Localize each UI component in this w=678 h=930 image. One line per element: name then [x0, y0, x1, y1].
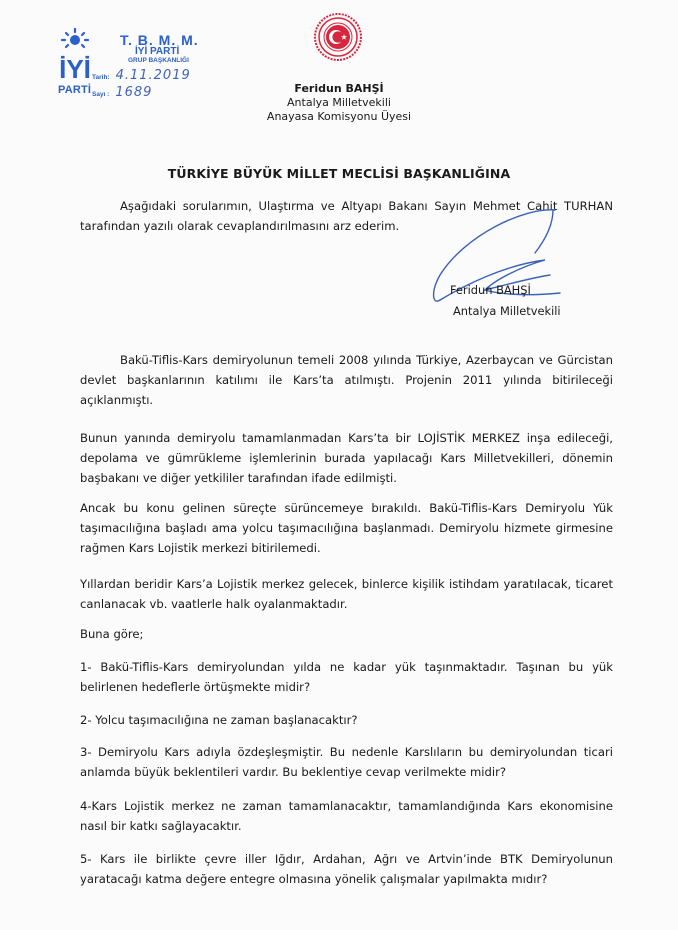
question-3: 3- Demiryolu Kars adıyla özdeşleşmiştir. Bu nedenle Karslıların bu demiryolundan ticari anlamda büyük beklentileri vardır. Bu beklentiye cevap verilmekte midir? — [80, 745, 613, 779]
stamp-number-value: 1689 — [115, 85, 153, 100]
author-block — [230, 82, 448, 124]
document-title: TÜRKİYE BÜYÜK MİLLET MECLİSİ BAŞKANLIĞINA — [167, 166, 511, 181]
author-name: Feridun BAHŞİ — [294, 82, 384, 95]
author-committee: Anayasa Komisyonu Üyesi — [266, 110, 412, 123]
stamp-date-row — [92, 68, 191, 83]
stamp-party-name: İYİ PARTİ — [135, 46, 180, 57]
question-5: 5- Kars ile birlikte çevre iller Iğdır, Ardahan, Ağrı ve Artvin’inde BTK Demiryolunun yaratacağı katma değere entegre olmasına yönelik çalışmalar yapılmakta mıdır? — [80, 852, 613, 886]
stamp-number-label: Sayı : — [92, 91, 110, 98]
iyi-party-sun-logo-icon — [56, 28, 96, 88]
stamp-tbmm: T. B. M. M. — [120, 32, 199, 48]
body-paragraph-1: Bakü-Tiflis-Kars demiryolunun temeli 2008 yılında Türkiye, Azerbaycan ve Gürcistan devlet başkanlarının katılımı ile Kars’ta atılmıştı. Projenin 2011 yılında bitirileceği açıklanmıştı. — [80, 353, 613, 407]
stamp-group: GRUP BAŞKANLIĞI — [128, 57, 189, 64]
question-4: 4-Kars Lojistik merkez ne zaman tamamlanacaktır, tamamlandığında Kars ekonomisine nasıl bir katkı sağlayacaktır. — [80, 799, 613, 833]
body-paragraph-5: Buna göre; — [80, 627, 144, 641]
intro-paragraph: Aşağıdaki sorularımın, Ulaştırma ve Altyapı Bakanı Sayın Mehmet Cahit TURHAN tarafından yazılı olarak cevaplandırılmasını arz ederim. — [80, 199, 613, 233]
stamp-number-row — [92, 85, 152, 100]
signature-scribble-icon — [425, 205, 575, 315]
stamp-date-value: 4.11.2019 — [115, 68, 191, 83]
body-paragraph-3: Ancak bu konu gelinen süreçte sürüncemeye bırakıldı. Bakü-Tiflis-Kars Demiryolu Yük taşımacılığına başladı ama yolcu taşımacılığına başlanmadı. Demiryolu hizmete girmesine rağmen Kars Lojistik merkezi bitirilemedi. — [80, 501, 613, 555]
tbmm-emblem-icon — [313, 12, 363, 62]
signature-title: Antalya Milletvekili — [453, 304, 561, 318]
signature-name: Feridun BAHŞİ — [450, 283, 531, 297]
party-label: PARTİ — [58, 84, 92, 96]
question-1: 1- Bakü-Tiflis-Kars demiryolundan yılda ne kadar yük taşınmaktadır. Taşınan bu yük belirlenen hedeflerle örtüşmekte midir? — [80, 660, 613, 694]
party-stamp — [56, 28, 246, 108]
author-role: Antalya Milletvekili — [287, 96, 391, 109]
svg-text:İYİ: İYİ — [59, 54, 91, 84]
stamp-date-label: Tarih: — [92, 74, 110, 81]
body-paragraph-2: Bunun yanında demiryolu tamamlanmadan Kars’ta bir LOJİSTİK MERKEZ inşa edileceği, depolama ve gümrükleme işlemlerinin burada yapılacağı Kars Milletvekilleri, dönemin başbakanı ve diğer yetkililer tarafından ifade edilmişti. — [80, 431, 613, 485]
question-2: 2- Yolcu taşımacılığına ne zaman başlanacaktır? — [80, 713, 358, 727]
body-paragraph-4: Yıllardan beridir Kars’a Lojistik merkez gelecek, binlerce kişilik istihdam yaratılacak, ticaret canlanacak vb. vaatlerle halk oyalanmaktadır. — [80, 577, 613, 611]
